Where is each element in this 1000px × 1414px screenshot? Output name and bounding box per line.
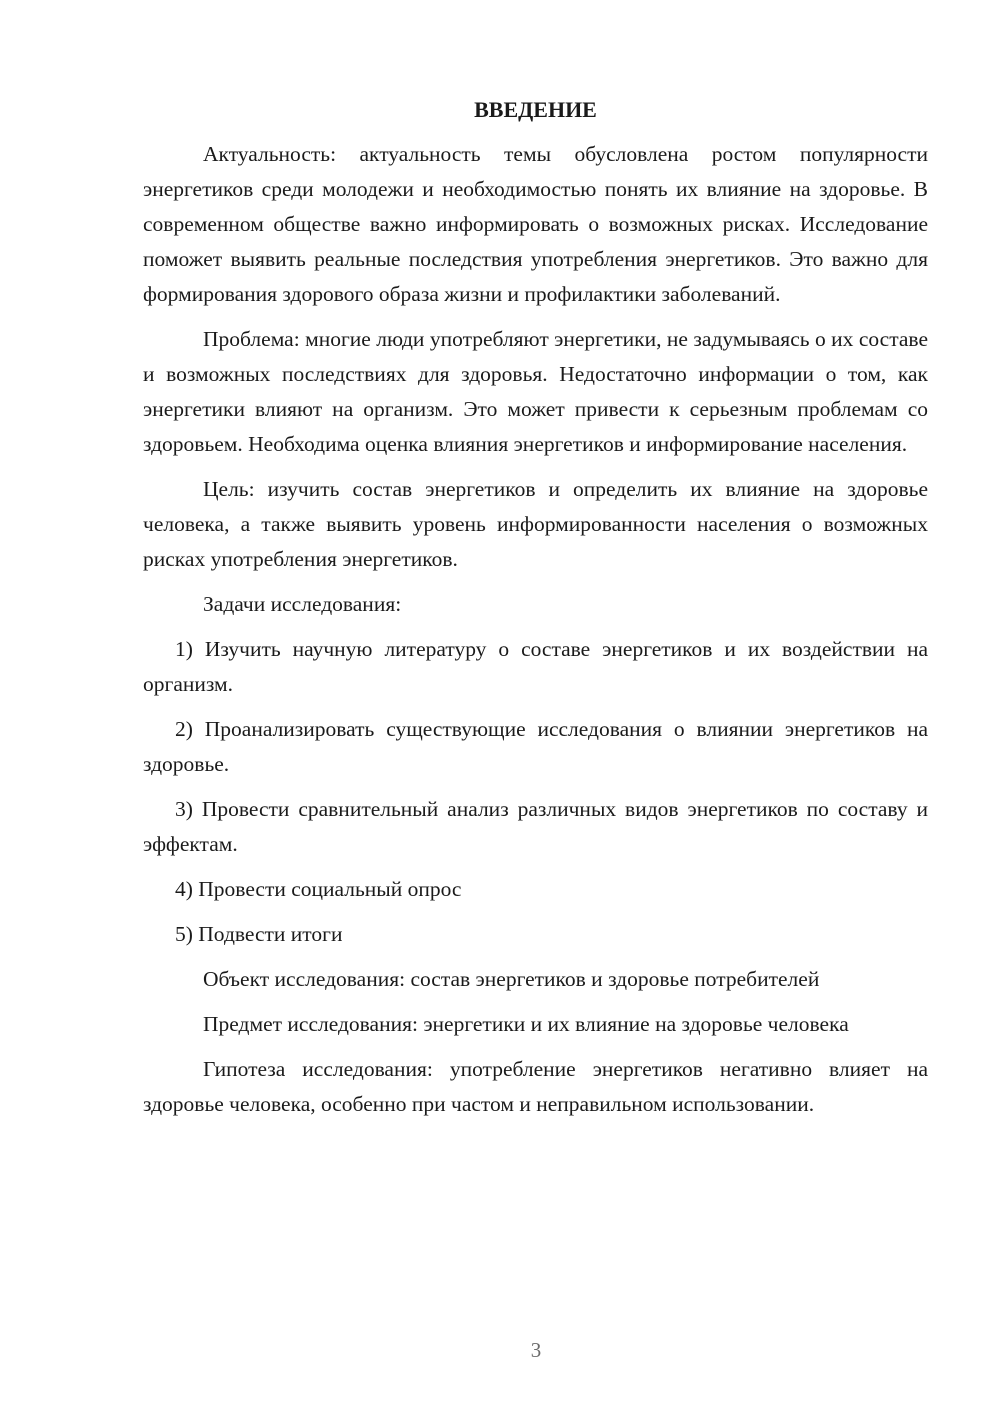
task-item-3: 3) Провести сравнительный анализ различных видов энергетиков по составу и эффектам. [143,797,928,856]
paragraph-object: Объект исследования: состав энергетиков и здоровье потребителей [203,967,820,991]
task-item-5: 5) Подвести итоги [175,922,343,946]
paragraph-subject: Предмет исследования: энергетики и их влияние на здоровье человека [203,1012,849,1036]
paragraph-tasks-heading: Задачи исследования: [203,592,402,616]
task-item-4: 4) Провести социальный опрос [175,877,462,901]
paragraph-problem: Проблема: многие люди употребляют энергетики, не задумываясь о их составе и возможных последствиях для здоровья. Недостаточно информации о том, как энергетики влияют на организм. Это может привести к серьезным проблемам со здоровьем. Необходима оценка влияния энергетиков и информирование населения. [143,327,928,456]
page-number: 3 [530,1338,542,1362]
task-item-1: 1) Изучить научную литературу о составе энергетиков и их воздействии на организм. [143,637,928,696]
paragraph-goal: Цель: изучить состав энергетиков и определить их влияние на здоровье человека, а также выявить уровень информированности населения о возможных рисках употребления энергетиков. [143,477,928,571]
page-content [143,92,928,1132]
paragraph-hypothesis: Гипотеза исследования: употребление энергетиков негативно влияет на здоровье человека, особенно при частом и неправильном использовании. [143,1057,928,1116]
paragraph-relevance: Актуальность: актуальность темы обусловлена ростом популярности энергетиков среди молодежи и необходимостью понять их влияние на здоровье. В современном обществе важно информировать о возможных рисках. Исследование поможет выявить реальные последствия употребления энергетиков. Это важно для формирования здорового образа жизни и профилактики заболеваний. [143,142,928,306]
task-item-2: 2) Проанализировать существующие исследования о влиянии энергетиков на здоровье. [143,717,928,776]
page-title: ВВЕДЕНИЕ [474,97,597,122]
